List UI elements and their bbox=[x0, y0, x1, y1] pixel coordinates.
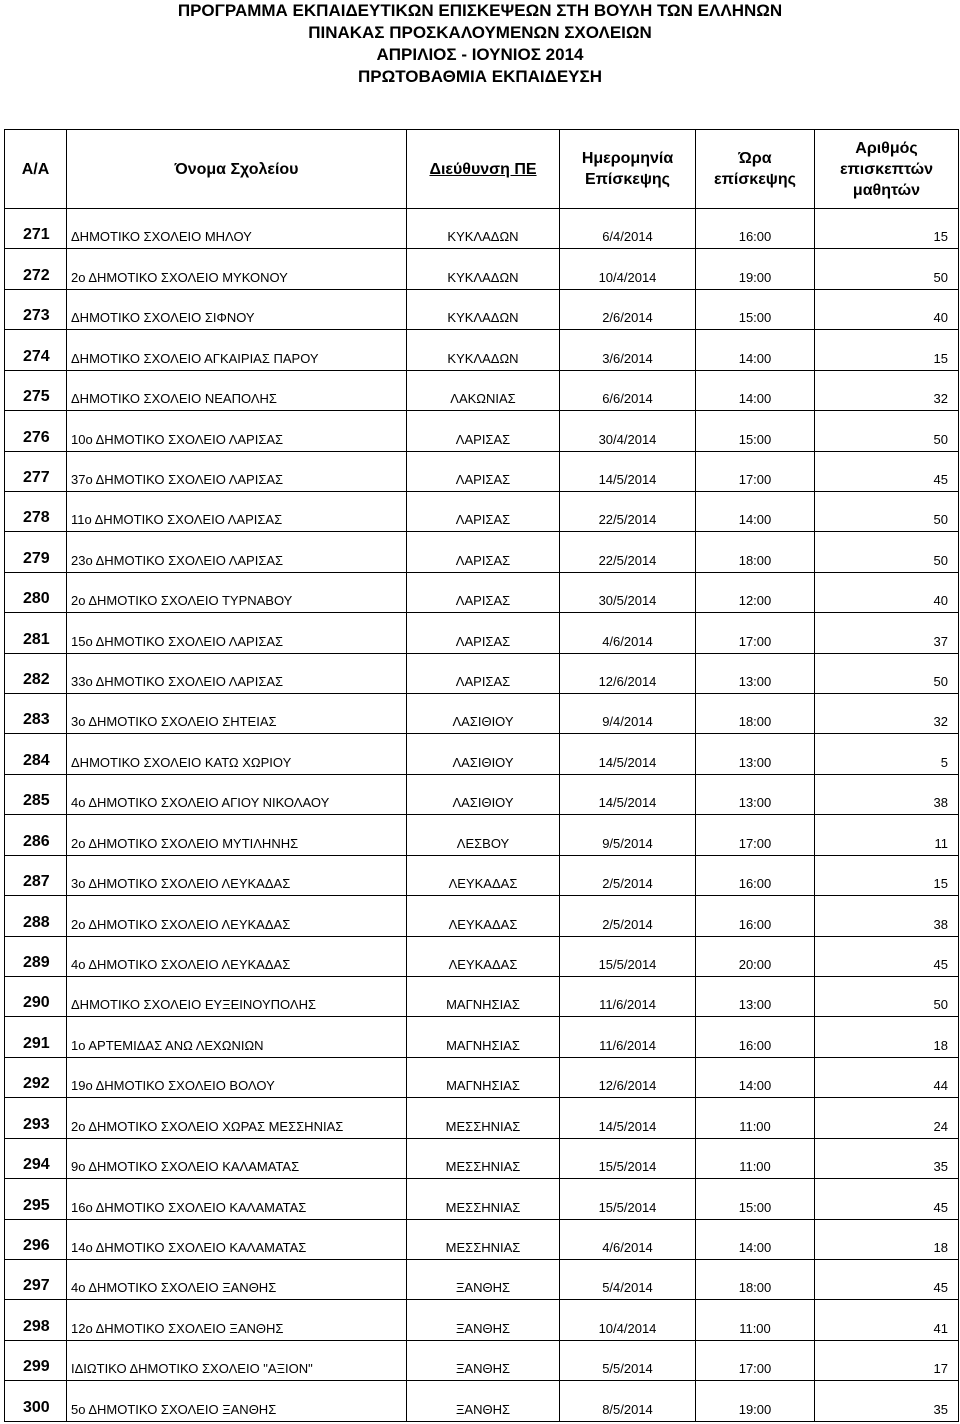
row-number: 296 bbox=[5, 1219, 67, 1259]
header-directorate: Διεύθυνση ΠΕ bbox=[407, 130, 560, 209]
directorate: ΛΑΡΙΣΑΣ bbox=[407, 653, 560, 693]
directorate: ΚΥΚΛΑΔΩΝ bbox=[407, 249, 560, 289]
visit-date: 15/5/2014 bbox=[560, 936, 696, 976]
student-count: 50 bbox=[815, 977, 959, 1017]
row-number: 294 bbox=[5, 1138, 67, 1178]
table-row bbox=[5, 896, 959, 936]
visit-time: 17:00 bbox=[696, 815, 815, 855]
student-count: 15 bbox=[815, 330, 959, 370]
table-row bbox=[5, 532, 959, 572]
visit-time: 18:00 bbox=[696, 532, 815, 572]
school-name: 16ο ΔΗΜΟΤΙΚΟ ΣΧΟΛΕΙΟ ΚΑΛΑΜΑΤΑΣ bbox=[67, 1179, 407, 1219]
school-name: ΔΗΜΟΤΙΚΟ ΣΧΟΛΕΙΟ ΝΕΑΠΟΛΗΣ bbox=[67, 370, 407, 410]
student-count: 45 bbox=[815, 451, 959, 491]
student-count: 45 bbox=[815, 1259, 959, 1299]
document-title-block bbox=[0, 0, 960, 90]
table-row bbox=[5, 694, 959, 734]
student-count: 35 bbox=[815, 1381, 959, 1422]
school-name: 5ο ΔΗΜΟΤΙΚΟ ΣΧΟΛΕΙΟ ΞΑΝΘΗΣ bbox=[67, 1381, 407, 1422]
student-count: 32 bbox=[815, 370, 959, 410]
school-name: 11ο ΔΗΜΟΤΙΚΟ ΣΧΟΛΕΙΟ ΛΑΡΙΣΑΣ bbox=[67, 491, 407, 531]
visit-date: 8/5/2014 bbox=[560, 1381, 696, 1422]
visit-time: 15:00 bbox=[696, 289, 815, 329]
header-aa: Α/Α bbox=[5, 130, 67, 209]
school-name: 10ο ΔΗΜΟΤΙΚΟ ΣΧΟΛΕΙΟ ΛΑΡΙΣΑΣ bbox=[67, 411, 407, 451]
visit-time: 13:00 bbox=[696, 734, 815, 774]
row-number: 272 bbox=[5, 249, 67, 289]
directorate: ΛΑΡΙΣΑΣ bbox=[407, 532, 560, 572]
visit-date: 2/6/2014 bbox=[560, 289, 696, 329]
directorate: ΛΑΣΙΘΙΟΥ bbox=[407, 734, 560, 774]
visit-date: 11/6/2014 bbox=[560, 1017, 696, 1057]
visit-date: 6/6/2014 bbox=[560, 370, 696, 410]
student-count: 50 bbox=[815, 411, 959, 451]
visit-date: 3/6/2014 bbox=[560, 330, 696, 370]
school-name: 15ο ΔΗΜΟΤΙΚΟ ΣΧΟΛΕΙΟ ΛΑΡΙΣΑΣ bbox=[67, 613, 407, 653]
visit-date: 9/4/2014 bbox=[560, 694, 696, 734]
directorate: ΛΑΚΩΝΙΑΣ bbox=[407, 370, 560, 410]
table-row bbox=[5, 815, 959, 855]
student-count: 15 bbox=[815, 209, 959, 249]
visit-time: 17:00 bbox=[696, 1340, 815, 1380]
school-name: ΔΗΜΟΤΙΚΟ ΣΧΟΛΕΙΟ ΕΥΞΕΙΝΟΥΠΟΛΗΣ bbox=[67, 977, 407, 1017]
row-number: 285 bbox=[5, 774, 67, 814]
school-name: 2ο ΔΗΜΟΤΙΚΟ ΣΧΟΛΕΙΟ ΜΥΤΙΛΗΝΗΣ bbox=[67, 815, 407, 855]
table-header-row bbox=[5, 130, 959, 209]
directorate: ΜΕΣΣΗΝΙΑΣ bbox=[407, 1219, 560, 1259]
visit-time: 16:00 bbox=[696, 209, 815, 249]
visit-time: 13:00 bbox=[696, 774, 815, 814]
row-number: 297 bbox=[5, 1259, 67, 1299]
schools-table bbox=[4, 129, 959, 1422]
visit-time: 14:00 bbox=[696, 1219, 815, 1259]
directorate: ΛΑΡΙΣΑΣ bbox=[407, 613, 560, 653]
row-number: 288 bbox=[5, 896, 67, 936]
header-student-count: Αριθμός επισκεπτών μαθητών bbox=[815, 130, 959, 209]
school-name: 2ο ΔΗΜΟΤΙΚΟ ΣΧΟΛΕΙΟ ΤΥΡΝΑΒΟΥ bbox=[67, 572, 407, 612]
school-name: ΔΗΜΟΤΙΚΟ ΣΧΟΛΕΙΟ ΑΓΚΑΙΡΙΑΣ ΠΑΡΟΥ bbox=[67, 330, 407, 370]
student-count: 17 bbox=[815, 1340, 959, 1380]
visit-time: 18:00 bbox=[696, 694, 815, 734]
student-count: 5 bbox=[815, 734, 959, 774]
directorate: ΞΑΝΘΗΣ bbox=[407, 1340, 560, 1380]
table-row bbox=[5, 572, 959, 612]
row-number: 293 bbox=[5, 1098, 67, 1138]
visit-date: 10/4/2014 bbox=[560, 1300, 696, 1340]
table-row bbox=[5, 1381, 959, 1422]
visit-date: 30/4/2014 bbox=[560, 411, 696, 451]
student-count: 18 bbox=[815, 1017, 959, 1057]
table-row bbox=[5, 1340, 959, 1380]
row-number: 283 bbox=[5, 694, 67, 734]
directorate: ΛΕΣΒΟΥ bbox=[407, 815, 560, 855]
table-row bbox=[5, 411, 959, 451]
directorate: ΜΑΓΝΗΣΙΑΣ bbox=[407, 1057, 560, 1097]
visit-time: 13:00 bbox=[696, 977, 815, 1017]
directorate: ΛΑΣΙΘΙΟΥ bbox=[407, 694, 560, 734]
row-number: 281 bbox=[5, 613, 67, 653]
row-number: 275 bbox=[5, 370, 67, 410]
school-name: 19ο ΔΗΜΟΤΙΚΟ ΣΧΟΛΕΙΟ ΒΟΛΟΥ bbox=[67, 1057, 407, 1097]
visit-date: 11/6/2014 bbox=[560, 977, 696, 1017]
table-row bbox=[5, 936, 959, 976]
visit-time: 12:00 bbox=[696, 572, 815, 612]
school-name: 2ο ΔΗΜΟΤΙΚΟ ΣΧΟΛΕΙΟ ΛΕΥΚΑΔΑΣ bbox=[67, 896, 407, 936]
row-number: 276 bbox=[5, 411, 67, 451]
row-number: 277 bbox=[5, 451, 67, 491]
table-row bbox=[5, 330, 959, 370]
visit-time: 16:00 bbox=[696, 855, 815, 895]
student-count: 44 bbox=[815, 1057, 959, 1097]
title-line-4: ΠΡΩΤΟΒΑΘΜΙΑ ΕΚΠΑΙΔΕΥΣΗ bbox=[357, 67, 603, 86]
student-count: 50 bbox=[815, 491, 959, 531]
row-number: 274 bbox=[5, 330, 67, 370]
row-number: 279 bbox=[5, 532, 67, 572]
table-row bbox=[5, 370, 959, 410]
directorate: ΛΕΥΚΑΔΑΣ bbox=[407, 936, 560, 976]
header-school-name: Όνομα Σχολείου bbox=[67, 130, 407, 209]
visit-time: 14:00 bbox=[696, 491, 815, 531]
visit-date: 30/5/2014 bbox=[560, 572, 696, 612]
visit-date: 4/6/2014 bbox=[560, 613, 696, 653]
table-row bbox=[5, 249, 959, 289]
header-visit-time: Ώρα επίσκεψης bbox=[696, 130, 815, 209]
table-row bbox=[5, 653, 959, 693]
school-name: 4ο ΔΗΜΟΤΙΚΟ ΣΧΟΛΕΙΟ ΞΑΝΘΗΣ bbox=[67, 1259, 407, 1299]
directorate: ΚΥΚΛΑΔΩΝ bbox=[407, 209, 560, 249]
school-name: 23ο ΔΗΜΟΤΙΚΟ ΣΧΟΛΕΙΟ ΛΑΡΙΣΑΣ bbox=[67, 532, 407, 572]
table-row bbox=[5, 613, 959, 653]
school-name: 37ο ΔΗΜΟΤΙΚΟ ΣΧΟΛΕΙΟ ΛΑΡΙΣΑΣ bbox=[67, 451, 407, 491]
visit-date: 14/5/2014 bbox=[560, 1098, 696, 1138]
directorate: ΞΑΝΘΗΣ bbox=[407, 1259, 560, 1299]
student-count: 40 bbox=[815, 289, 959, 329]
directorate: ΜΑΓΝΗΣΙΑΣ bbox=[407, 1017, 560, 1057]
visit-date: 2/5/2014 bbox=[560, 855, 696, 895]
directorate: ΜΕΣΣΗΝΙΑΣ bbox=[407, 1098, 560, 1138]
visit-time: 20:00 bbox=[696, 936, 815, 976]
table-row bbox=[5, 289, 959, 329]
student-count: 15 bbox=[815, 855, 959, 895]
table-row bbox=[5, 1057, 959, 1097]
table-row bbox=[5, 774, 959, 814]
visit-time: 11:00 bbox=[696, 1300, 815, 1340]
table-row bbox=[5, 209, 959, 249]
student-count: 35 bbox=[815, 1138, 959, 1178]
directorate: ΞΑΝΘΗΣ bbox=[407, 1381, 560, 1422]
student-count: 18 bbox=[815, 1219, 959, 1259]
school-name: 3ο ΔΗΜΟΤΙΚΟ ΣΧΟΛΕΙΟ ΣΗΤΕΙΑΣ bbox=[67, 694, 407, 734]
directorate: ΚΥΚΛΑΔΩΝ bbox=[407, 330, 560, 370]
visit-date: 4/6/2014 bbox=[560, 1219, 696, 1259]
row-number: 287 bbox=[5, 855, 67, 895]
student-count: 38 bbox=[815, 896, 959, 936]
visit-date: 14/5/2014 bbox=[560, 774, 696, 814]
visit-date: 22/5/2014 bbox=[560, 491, 696, 531]
school-name: 2ο ΔΗΜΟΤΙΚΟ ΣΧΟΛΕΙΟ ΧΩΡΑΣ ΜΕΣΣΗΝΙΑΣ bbox=[67, 1098, 407, 1138]
school-name: 1ο ΑΡΤΕΜΙΔΑΣ ΑΝΩ ΛΕΧΩΝΙΩΝ bbox=[67, 1017, 407, 1057]
table-row bbox=[5, 855, 959, 895]
visit-time: 14:00 bbox=[696, 330, 815, 370]
student-count: 40 bbox=[815, 572, 959, 612]
visit-date: 12/6/2014 bbox=[560, 653, 696, 693]
table-row bbox=[5, 1017, 959, 1057]
visit-time: 14:00 bbox=[696, 370, 815, 410]
visit-time: 15:00 bbox=[696, 1179, 815, 1219]
row-number: 295 bbox=[5, 1179, 67, 1219]
visit-date: 22/5/2014 bbox=[560, 532, 696, 572]
school-name: 12ο ΔΗΜΟΤΙΚΟ ΣΧΟΛΕΙΟ ΞΑΝΘΗΣ bbox=[67, 1300, 407, 1340]
title-line-1: ΠΡΟΓΡΑΜΜΑ ΕΚΠΑΙΔΕΥΤΙΚΩΝ ΕΠΙΣΚΕΨΕΩΝ ΣΤΗ ΒΟΥΛΗ ΤΩΝ ΕΛΛΗΝΩΝ bbox=[177, 1, 783, 20]
school-name: 3ο ΔΗΜΟΤΙΚΟ ΣΧΟΛΕΙΟ ΛΕΥΚΑΔΑΣ bbox=[67, 855, 407, 895]
row-number: 273 bbox=[5, 289, 67, 329]
directorate: ΛΑΡΙΣΑΣ bbox=[407, 572, 560, 612]
row-number: 282 bbox=[5, 653, 67, 693]
directorate: ΛΕΥΚΑΔΑΣ bbox=[407, 855, 560, 895]
title-line-2: ΠΙΝΑΚΑΣ ΠΡΟΣΚΑΛΟΥΜΕΝΩΝ ΣΧΟΛΕΙΩΝ bbox=[308, 23, 652, 42]
directorate: ΚΥΚΛΑΔΩΝ bbox=[407, 289, 560, 329]
student-count: 38 bbox=[815, 774, 959, 814]
table-row bbox=[5, 451, 959, 491]
school-name: 4ο ΔΗΜΟΤΙΚΟ ΣΧΟΛΕΙΟ ΛΕΥΚΑΔΑΣ bbox=[67, 936, 407, 976]
student-count: 11 bbox=[815, 815, 959, 855]
visit-date: 5/4/2014 bbox=[560, 1259, 696, 1299]
directorate: ΜΑΓΝΗΣΙΑΣ bbox=[407, 977, 560, 1017]
row-number: 280 bbox=[5, 572, 67, 612]
table-row bbox=[5, 1300, 959, 1340]
visit-time: 19:00 bbox=[696, 1381, 815, 1422]
directorate: ΛΑΡΙΣΑΣ bbox=[407, 411, 560, 451]
row-number: 300 bbox=[5, 1381, 67, 1422]
visit-time: 18:00 bbox=[696, 1259, 815, 1299]
row-number: 292 bbox=[5, 1057, 67, 1097]
row-number: 271 bbox=[5, 209, 67, 249]
directorate: ΛΑΡΙΣΑΣ bbox=[407, 491, 560, 531]
row-number: 290 bbox=[5, 977, 67, 1017]
table-body bbox=[5, 209, 959, 1422]
school-name: ΔΗΜΟΤΙΚΟ ΣΧΟΛΕΙΟ ΚΑΤΩ ΧΩΡΙΟΥ bbox=[67, 734, 407, 774]
visit-date: 15/5/2014 bbox=[560, 1179, 696, 1219]
row-number: 299 bbox=[5, 1340, 67, 1380]
visit-date: 15/5/2014 bbox=[560, 1138, 696, 1178]
school-name: ΔΗΜΟΤΙΚΟ ΣΧΟΛΕΙΟ ΣΙΦΝΟΥ bbox=[67, 289, 407, 329]
student-count: 37 bbox=[815, 613, 959, 653]
row-number: 278 bbox=[5, 491, 67, 531]
school-name: ΙΔΙΩΤΙΚΟ ΔΗΜΟΤΙΚΟ ΣΧΟΛΕΙΟ "ΑΞΙΟΝ" bbox=[67, 1340, 407, 1380]
row-number: 286 bbox=[5, 815, 67, 855]
visit-time: 15:00 bbox=[696, 411, 815, 451]
visit-date: 6/4/2014 bbox=[560, 209, 696, 249]
directorate: ΛΑΣΙΘΙΟΥ bbox=[407, 774, 560, 814]
school-name: 4ο ΔΗΜΟΤΙΚΟ ΣΧΟΛΕΙΟ ΑΓΙΟΥ ΝΙΚΟΛΑΟΥ bbox=[67, 774, 407, 814]
visit-date: 14/5/2014 bbox=[560, 451, 696, 491]
visit-time: 19:00 bbox=[696, 249, 815, 289]
table-row bbox=[5, 1138, 959, 1178]
visit-time: 11:00 bbox=[696, 1098, 815, 1138]
visit-time: 16:00 bbox=[696, 1017, 815, 1057]
visit-date: 9/5/2014 bbox=[560, 815, 696, 855]
row-number: 298 bbox=[5, 1300, 67, 1340]
school-name: ΔΗΜΟΤΙΚΟ ΣΧΟΛΕΙΟ ΜΗΛΟΥ bbox=[67, 209, 407, 249]
visit-time: 16:00 bbox=[696, 896, 815, 936]
title-line-3: ΑΠΡΙΛΙΟΣ - ΙΟΥΝΙΟΣ 2014 bbox=[376, 45, 584, 64]
visit-time: 17:00 bbox=[696, 451, 815, 491]
visit-date: 10/4/2014 bbox=[560, 249, 696, 289]
directorate: ΜΕΣΣΗΝΙΑΣ bbox=[407, 1179, 560, 1219]
school-name: 9ο ΔΗΜΟΤΙΚΟ ΣΧΟΛΕΙΟ ΚΑΛΑΜΑΤΑΣ bbox=[67, 1138, 407, 1178]
visit-time: 11:00 bbox=[696, 1138, 815, 1178]
student-count: 45 bbox=[815, 1179, 959, 1219]
student-count: 50 bbox=[815, 532, 959, 572]
table-row bbox=[5, 1179, 959, 1219]
table-row bbox=[5, 977, 959, 1017]
visit-time: 13:00 bbox=[696, 653, 815, 693]
student-count: 24 bbox=[815, 1098, 959, 1138]
row-number: 289 bbox=[5, 936, 67, 976]
table-row bbox=[5, 491, 959, 531]
table-row bbox=[5, 1098, 959, 1138]
row-number: 284 bbox=[5, 734, 67, 774]
school-name: 14ο ΔΗΜΟΤΙΚΟ ΣΧΟΛΕΙΟ ΚΑΛΑΜΑΤΑΣ bbox=[67, 1219, 407, 1259]
table-row bbox=[5, 1259, 959, 1299]
student-count: 41 bbox=[815, 1300, 959, 1340]
school-name: 2ο ΔΗΜΟΤΙΚΟ ΣΧΟΛΕΙΟ ΜΥΚΟΝΟΥ bbox=[67, 249, 407, 289]
table-row bbox=[5, 1219, 959, 1259]
directorate: ΛΕΥΚΑΔΑΣ bbox=[407, 896, 560, 936]
visit-date: 2/5/2014 bbox=[560, 896, 696, 936]
directorate: ΜΕΣΣΗΝΙΑΣ bbox=[407, 1138, 560, 1178]
student-count: 50 bbox=[815, 249, 959, 289]
visit-time: 14:00 bbox=[696, 1057, 815, 1097]
visit-date: 12/6/2014 bbox=[560, 1057, 696, 1097]
row-number: 291 bbox=[5, 1017, 67, 1057]
school-name: 33ο ΔΗΜΟΤΙΚΟ ΣΧΟΛΕΙΟ ΛΑΡΙΣΑΣ bbox=[67, 653, 407, 693]
visit-time: 17:00 bbox=[696, 613, 815, 653]
student-count: 50 bbox=[815, 653, 959, 693]
header-visit-date: Ημερομηνία Επίσκεψης bbox=[560, 130, 696, 209]
table-row bbox=[5, 734, 959, 774]
visit-date: 14/5/2014 bbox=[560, 734, 696, 774]
student-count: 32 bbox=[815, 694, 959, 734]
directorate: ΛΑΡΙΣΑΣ bbox=[407, 451, 560, 491]
directorate: ΞΑΝΘΗΣ bbox=[407, 1300, 560, 1340]
student-count: 45 bbox=[815, 936, 959, 976]
visit-date: 5/5/2014 bbox=[560, 1340, 696, 1380]
